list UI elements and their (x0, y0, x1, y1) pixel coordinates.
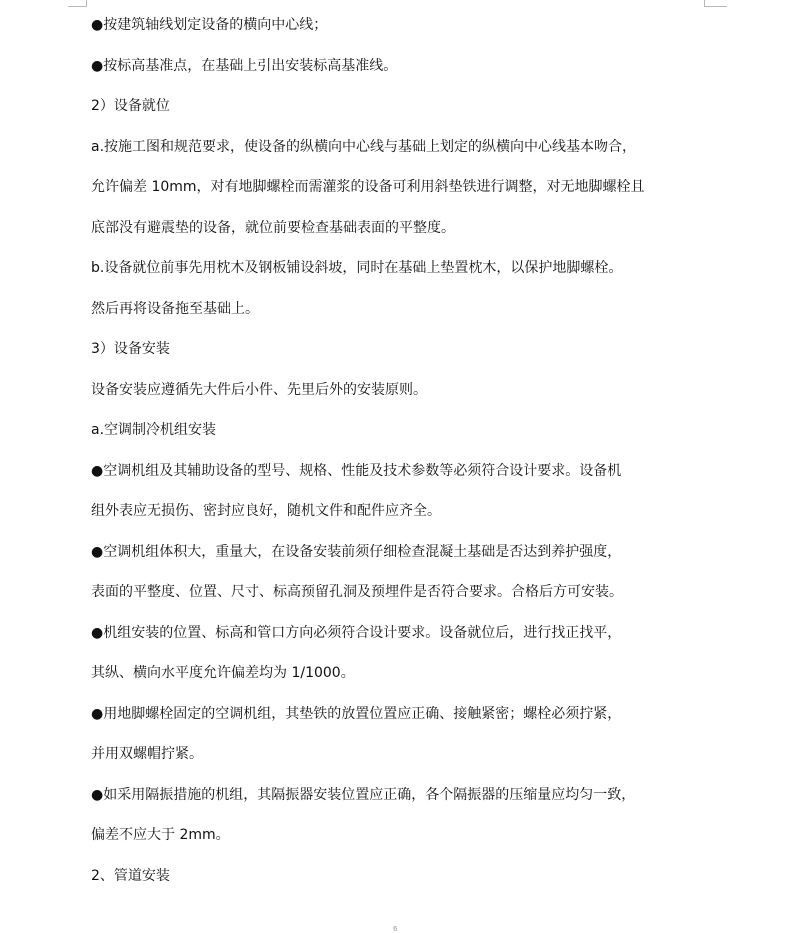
document-body (91, 10, 711, 901)
text-line: a.按施工图和规范要求，使设备的纵横向中心线与基础上划定的纵横向中心线基本吻合， (91, 138, 637, 155)
text-line: 允许偏差 10mm，对有地脚螺栓而需灌浆的设备可利用斜垫铁进行调整，对无地脚螺栓且 (91, 179, 645, 195)
text-line: ●用地脚螺栓固定的空调机组，其垫铁的放置位置应正确、接触紧密；螺栓必须拧紧， (91, 705, 622, 722)
text-line: 其纵、横向水平度允许偏差均为 1/1000。 (91, 665, 355, 681)
text-line: b.设备就位前事先用枕木及钢板铺设斜坡，同时在基础上垫置枕木，以保护地脚螺栓。 (91, 260, 623, 276)
text-line: 并用双螺帽拧紧。 (91, 746, 203, 762)
text-line: 然后再将设备拖至基础上。 (91, 300, 259, 317)
text-line: 组外表应无损伤、密封应良好，随机文件和配件应齐全。 (91, 503, 441, 519)
text-line: 设备安装应遵循先大件后小件、先里后外的安装原则。 (91, 381, 427, 398)
section-heading: 2、管道安装 (91, 867, 170, 884)
margin-corner-mark-left (68, 0, 87, 7)
text-line: 底部没有避震垫的设备，就位前要检查基础表面的平整度。 (91, 219, 455, 236)
section-heading: 3）设备安装 (91, 341, 170, 357)
text-line: ●如采用隔振措施的机组，其隔振器安装位置应正确，各个隔振器的压缩量应均匀一致， (91, 786, 636, 803)
section-heading: 2）设备就位 (91, 98, 170, 114)
margin-corner-mark-right (704, 0, 727, 7)
page-number: 6 (393, 925, 398, 933)
subsection-heading: a.空调制冷机组安装 (91, 422, 217, 438)
text-line: 表面的平整度、位置、尺寸、标高预留孔洞及预埋件是否符合要求。合格后方可安装。 (91, 584, 623, 600)
text-line: ●空调机组及其辅助设备的型号、规格、性能及技术参数等必须符合设计要求。设备机 (91, 462, 622, 479)
text-line: ●机组安装的位置、标高和管口方向必须符合设计要求。设备就位后，进行找正找平， (91, 624, 622, 641)
text-line: ●按标高基准点，在基础上引出安装标高基准线。 (91, 57, 398, 74)
text-line: 偏差不应大于 2mm。 (91, 827, 230, 843)
text-line: ●空调机组体积大，重量大，在设备安装前须仔细检查混凝土基础是否达到养护强度， (91, 543, 622, 560)
text-line: ●按建筑轴线划定设备的横向中心线； (91, 17, 328, 33)
